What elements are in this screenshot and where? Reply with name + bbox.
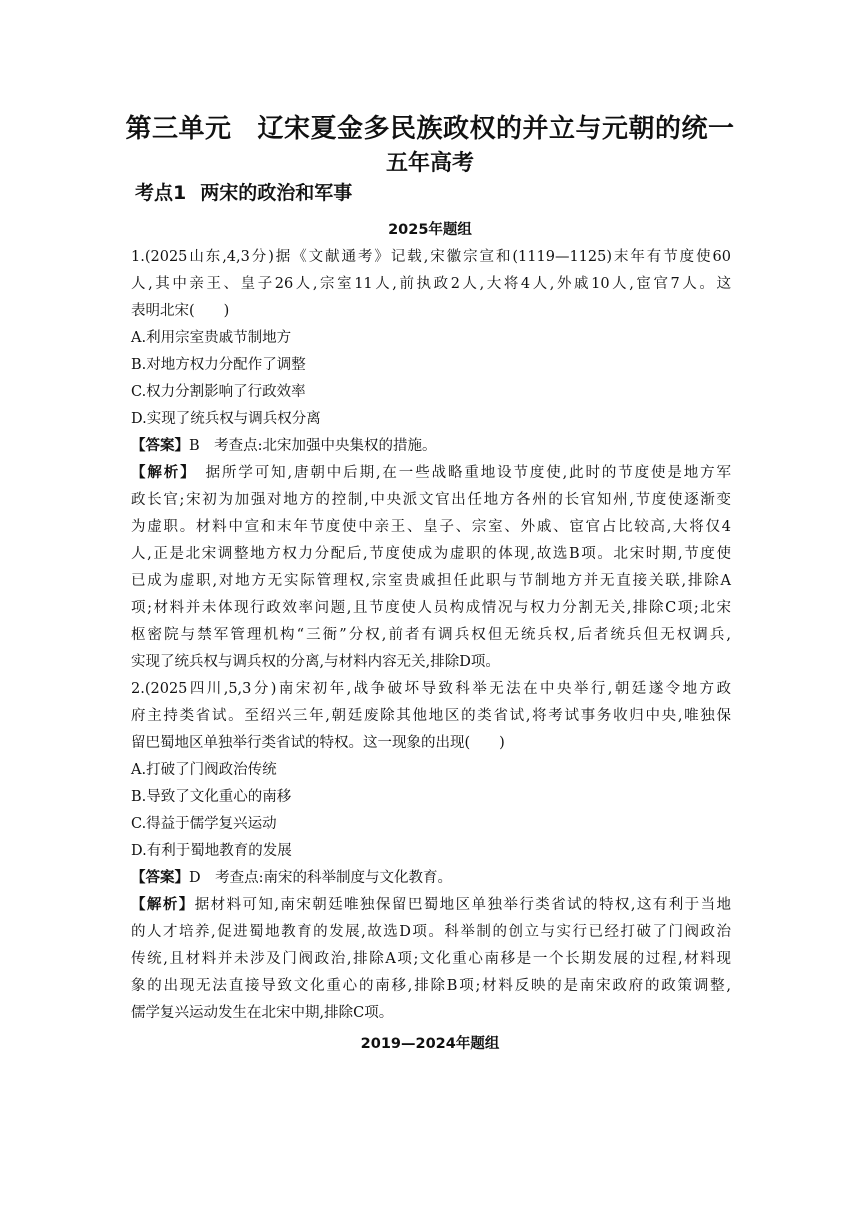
q2-answer-tag: 【答案】 (131, 870, 189, 886)
q1-explanation-line-7: 枢密院与禁军管理机构“三衙”分权,前者有调兵权但无统兵权,后者统兵但无权调兵, (131, 627, 731, 643)
q2-stem-line-1: 2.(2025四川,5,3分)南宋初年,战争破坏导致科举无法在中央举行,朝廷遂令地方政 (131, 681, 731, 697)
q1-explanation-tag: 【解析】 (131, 465, 190, 481)
q1-explanation-line-4: 人,正是北宋调整地方权力分配后,节度使成为虚职的体现,故选B项。北宋时期,节度使 (131, 546, 731, 562)
q1-stem-line-3: 表明北宋( ) (131, 303, 230, 319)
q2-stem-line-3: 留巴蜀地区单独举行类省试的特权。这一现象的出现( ) (131, 735, 505, 751)
q1-explanation-line-3: 为虚职。材料中宣和末年节度使中亲王、皇子、宗室、外戚、宦官占比较高,大将仅4 (131, 519, 731, 535)
q1-option-a: A.利用宗室贵戚节制地方 (131, 330, 292, 346)
group-heading-2025: 2025年题组 (388, 222, 472, 238)
q1-option-d: D.实现了统兵权与调兵权分离 (131, 411, 321, 427)
q2-explanation-tag: 【解析】 (131, 897, 195, 913)
q1-answer (131, 434, 731, 455)
q1-explanation-line-8: 实现了统兵权与调兵权的分离,与材料内容无关,排除D项。 (131, 654, 500, 670)
q1-option-c: C.权力分割影响了行政效率 (131, 384, 306, 400)
section-name: 两宋的政治和军事 (200, 182, 353, 204)
q2-explanation-line-1 (131, 893, 731, 914)
q1-stem-line-2: 人,其中亲王、皇子26人,宗室11人,前执政2人,大将4人,外戚10人,宦官7人。这 (131, 276, 731, 292)
group-heading-2019-2024: 2019—2024年题组 (360, 1036, 500, 1052)
q2-option-b: B.导致了文化重心的南移 (131, 789, 292, 805)
q2-stem-line-2: 府主持类省试。至绍兴三年,朝廷废除其他地区的类省试,将考试事务收归中央,唯独保 (131, 708, 731, 724)
q1-option-b: B.对地方权力分配作了调整 (131, 357, 306, 373)
q1-answer-text: B 考查点:北宋加强中央集权的措施。 (189, 438, 437, 454)
unit-number: 第三单元 (125, 114, 232, 144)
q2-option-a: A.打破了门阀政治传统 (131, 762, 277, 778)
q2-option-c: C.得益于儒学复兴运动 (131, 816, 277, 832)
q2-explanation-line-2: 的人才培养,促进蜀地教育的发展,故选D项。科举制的创立与实行已经打破了门阀政治 (131, 924, 731, 940)
section-number: 考点1 (135, 182, 187, 204)
q2-option-d: D.有利于蜀地教育的发展 (131, 843, 292, 859)
unit-name: 辽宋夏金多民族政权的并立与元朝的统一 (257, 114, 735, 144)
q2-answer (131, 866, 731, 887)
q1-explanation-line-6: 项;材料并未体现行政效率问题,且节度使人员构成情况与权力分割无关,排除C项;北宋 (131, 600, 731, 616)
q1-explanation-line-1 (131, 461, 731, 482)
q1-explanation-text-1: 据所学可知,唐朝中后期,在一些战略重地设节度使,此时的节度使是地方军 (189, 465, 732, 481)
q1-explanation-line-2: 政长官;宋初为加强对地方的控制,中央派文官出任地方各州的长官知州,节度使逐渐变 (131, 492, 731, 508)
subtitle: 五年高考 (385, 151, 474, 176)
q1-answer-tag: 【答案】 (131, 438, 189, 454)
section-heading (135, 178, 352, 205)
unit-title (0, 108, 860, 145)
q2-explanation-line-5: 儒学复兴运动发生在北宋中期,排除C项。 (131, 1005, 394, 1021)
q2-explanation-line-4: 象的出现无法直接导致文化重心的南移,排除B项;材料反映的是南宋政府的政策调整, (131, 978, 731, 994)
q2-explanation-text-1: 据材料可知,南宋朝廷唯独保留巴蜀地区单独举行类省试的特权,这有利于当地 (194, 897, 732, 913)
q2-explanation-line-3: 传统,且材料并未涉及门阀政治,排除A项;文化重心南移是一个长期发展的过程,材料现 (131, 951, 731, 967)
q1-explanation-line-5: 已成为虚职,对地方无实际管理权,宗室贵戚担任此职与节制地方并无直接关联,排除A (131, 573, 731, 589)
q1-stem-line-1: 1.(2025山东,4,3分)据《文献通考》记载,宋徽宗宣和(1119—1125)末年有节度使60 (131, 249, 731, 265)
q2-answer-text: D 考查点:南宋的科举制度与文化教育。 (189, 870, 453, 886)
